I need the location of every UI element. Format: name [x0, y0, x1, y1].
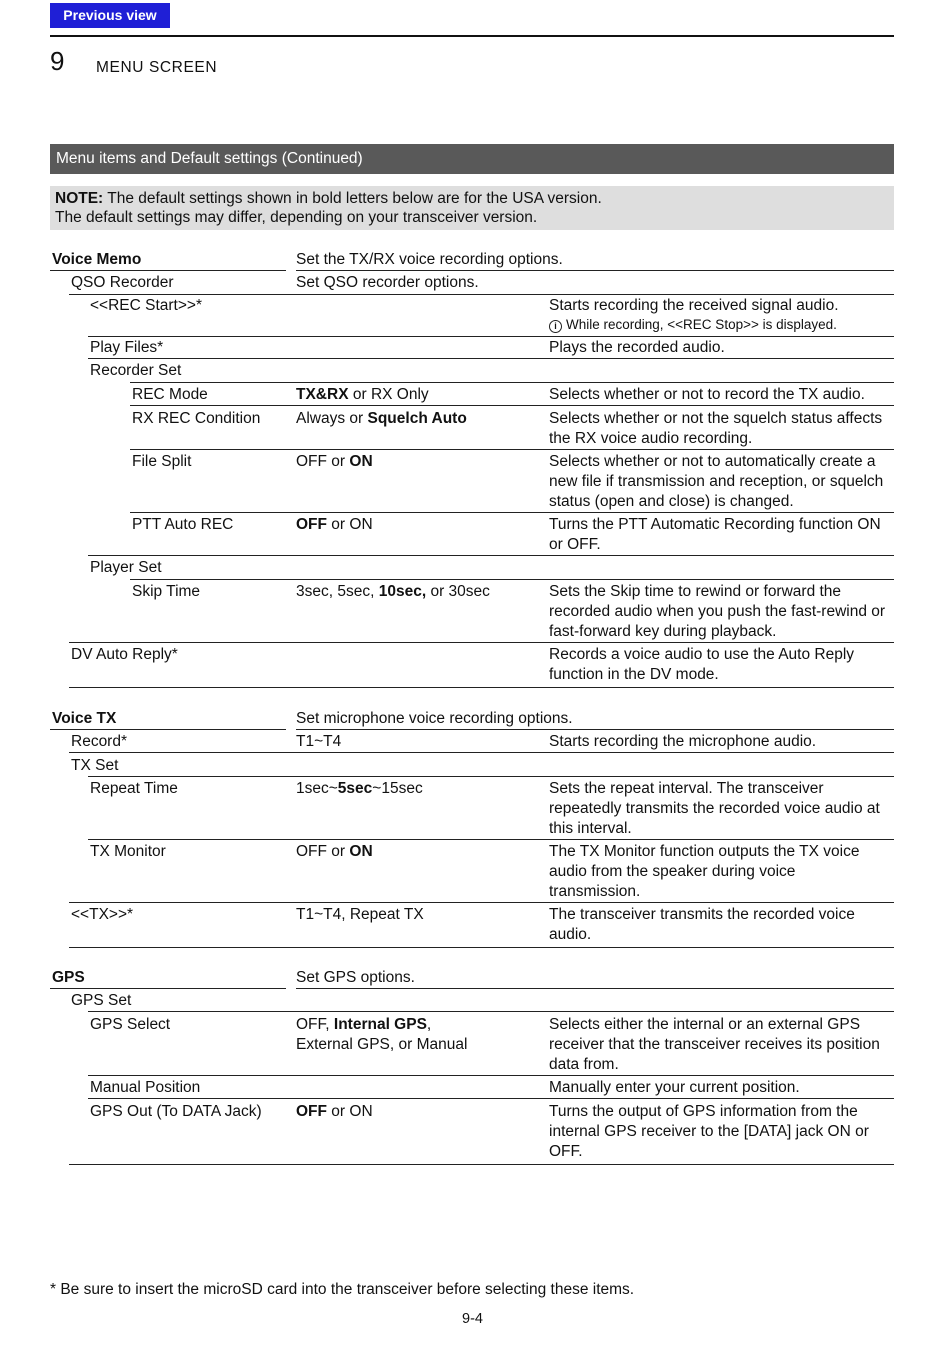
menu-item-tx-monitor: TX Monitor — [90, 843, 166, 860]
item-description: Plays the recorded audio. — [549, 339, 725, 356]
item-description: Manually enter your current position. — [549, 1079, 800, 1096]
item-description: Records a voice audio to use the Auto Reply function in the DV mode. — [549, 646, 855, 683]
option-text: or ON — [327, 1103, 373, 1120]
item-description: Starts recording the microphone audio. — [549, 733, 817, 750]
divider — [88, 1011, 894, 1012]
divider — [130, 512, 894, 513]
divider — [296, 729, 894, 730]
menu-item-gps-set: GPS Set — [71, 992, 132, 1009]
item-description: Selects whether or not to automatically create a new file if transmission and reception, or squelch status (open and close) is changed. — [549, 453, 884, 510]
item-description: Turns the output of GPS information from the internal GPS receiver to the [DATA] jack ON or OFF. — [549, 1103, 869, 1160]
divider — [130, 449, 894, 450]
table-row — [0, 296, 950, 338]
item-options: T1~T4, Repeat TX — [296, 906, 424, 923]
table-row — [0, 361, 950, 385]
option-text: 1sec~ — [296, 780, 338, 797]
menu-item-ptt-auto-rec: PTT Auto REC — [132, 516, 234, 533]
item-options — [296, 779, 423, 799]
default-option: ON — [349, 843, 373, 860]
menu-item-gps-out: GPS Out (To DATA Jack) — [90, 1103, 262, 1120]
divider — [88, 1075, 894, 1076]
divider — [69, 687, 894, 688]
item-options — [296, 1102, 373, 1122]
item-description: Selects whether or not to record the TX audio. — [549, 386, 865, 403]
item-options — [296, 409, 467, 429]
default-option: 5sec — [337, 780, 373, 797]
table-row — [0, 273, 950, 296]
rec-start-desc: Starts recording the received signal audio. — [549, 297, 839, 314]
option-text: or 30sec — [426, 583, 490, 600]
table-row — [0, 756, 950, 779]
divider — [88, 1098, 894, 1099]
menu-item-voice-memo: Voice Memo — [52, 251, 142, 268]
table-row — [0, 1078, 950, 1102]
divider — [69, 752, 894, 753]
table-row — [0, 385, 950, 409]
section-title-bar: Menu items and Default settings (Continued) — [50, 144, 894, 174]
table-row — [0, 1102, 950, 1165]
note-box — [50, 186, 894, 230]
note-line-2: The default settings may differ, depending on your transceiver version. — [55, 209, 538, 226]
chapter-title: MENU SCREEN — [96, 59, 218, 76]
item-description: Set the TX/RX voice recording options. — [296, 251, 563, 268]
divider — [88, 336, 894, 337]
item-description: Set QSO recorder options. — [296, 274, 479, 291]
divider — [88, 776, 894, 777]
menu-item-skip-time: Skip Time — [132, 583, 201, 600]
table-row — [0, 409, 950, 452]
item-description: Set microphone voice recording options. — [296, 710, 573, 727]
table-row — [0, 779, 950, 842]
menu-item-file-split: File Split — [132, 453, 192, 470]
divider — [296, 988, 894, 989]
divider — [130, 579, 894, 580]
table-row — [0, 582, 950, 645]
option-text: or ON — [327, 516, 373, 533]
item-options — [296, 452, 373, 472]
table-row — [0, 968, 950, 991]
table-row — [0, 250, 950, 273]
table-row — [0, 991, 950, 1015]
default-option: OFF — [296, 516, 327, 533]
table-row — [0, 645, 950, 688]
item-description: Sets the Skip time to rewind or forward the recorded audio when you push the fast-rewind or fast-forward key during playback. — [549, 583, 886, 640]
divider — [69, 642, 894, 643]
option-text: ~15sec — [372, 780, 423, 797]
menu-item-player-set: Player Set — [90, 559, 162, 576]
item-description: Selects either the internal or an external GPS receiver that the transceiver receives its position data from. — [549, 1016, 880, 1073]
divider — [88, 555, 894, 556]
menu-item-manual-position: Manual Position — [90, 1079, 201, 1096]
default-option: OFF — [296, 1103, 327, 1120]
info-icon: i — [549, 320, 562, 333]
table-row — [0, 709, 950, 732]
menu-item-dv-auto-reply: DV Auto Reply* — [71, 646, 178, 663]
item-options — [296, 515, 373, 535]
table-row — [0, 842, 950, 905]
menu-item-gps-select: GPS Select — [90, 1016, 171, 1033]
menu-item-record: Record* — [71, 733, 127, 750]
note-label: NOTE: — [55, 190, 104, 207]
option-text: 3sec, 5sec, — [296, 583, 379, 600]
menu-item-rec-start: <<REC Start>>* — [90, 297, 203, 314]
menu-item-recorder-set: Recorder Set — [90, 362, 182, 379]
divider — [296, 270, 894, 271]
menu-item-voice-tx: Voice TX — [52, 710, 117, 727]
table-row — [0, 515, 950, 558]
menu-item-qso-recorder: QSO Recorder — [71, 274, 174, 291]
table-row — [0, 732, 950, 756]
table-row — [0, 338, 950, 361]
item-options — [296, 1015, 467, 1055]
page-number: 9-4 — [462, 1311, 483, 1327]
default-option: Internal GPS — [333, 1016, 427, 1033]
menu-item-gps: GPS — [52, 969, 85, 986]
default-option: TX&RX — [296, 386, 349, 403]
option-text: OFF or — [296, 453, 350, 470]
item-options: T1~T4 — [296, 733, 342, 750]
item-description: Set GPS options. — [296, 969, 415, 986]
item-description: Turns the PTT Automatic Recording function ON or OFF. — [549, 516, 881, 553]
table-row — [0, 558, 950, 582]
divider — [130, 405, 894, 406]
option-text: OFF, — [296, 1016, 334, 1033]
table-row — [0, 1015, 950, 1078]
previous-view-button[interactable]: Previous view — [50, 3, 170, 28]
item-options — [296, 842, 373, 862]
rec-start-note — [549, 316, 889, 334]
divider — [69, 902, 894, 903]
note-line-1: The default settings shown in bold letters below are for the USA version. — [103, 190, 602, 207]
item-description: Selects whether or not the squelch status affects the RX voice audio recording. — [549, 410, 883, 447]
item-description: The transceiver transmits the recorded voice audio. — [549, 906, 855, 943]
footnote: * Be sure to insert the microSD card into the transceiver before selecting these items. — [50, 1281, 635, 1298]
divider — [88, 358, 894, 359]
table-row — [0, 905, 950, 948]
default-option: ON — [349, 453, 373, 470]
divider — [130, 382, 894, 383]
menu-item-repeat-time: Repeat Time — [90, 780, 178, 797]
divider — [50, 270, 286, 271]
default-option: 10sec, — [378, 583, 427, 600]
divider — [50, 988, 286, 989]
item-options — [296, 582, 490, 602]
chapter-number: 9 — [50, 46, 65, 76]
option-text: , — [426, 1016, 432, 1033]
divider — [88, 839, 894, 840]
divider — [69, 294, 894, 295]
option-text: Always or — [296, 410, 368, 427]
header-rule — [50, 35, 894, 37]
item-options — [296, 385, 429, 405]
menu-item-play-files: Play Files* — [90, 339, 164, 356]
menu-item-tx-set: TX Set — [71, 757, 119, 774]
option-text: or RX Only — [348, 386, 429, 403]
divider — [69, 1164, 894, 1165]
item-description: The TX Monitor function outputs the TX voice audio from the speaker during voice transmission. — [549, 843, 860, 900]
item-description: Sets the repeat interval. The transceiver repeatedly transmits the recorded voice audio at this interval. — [549, 780, 880, 837]
option-text: OFF or — [296, 843, 350, 860]
divider — [50, 729, 286, 730]
rec-start-note-text: While recording, <<REC Stop>> is displayed. — [566, 317, 837, 332]
default-option: Squelch Auto — [367, 410, 467, 427]
item-description — [549, 296, 889, 334]
menu-item-rec-mode: REC Mode — [132, 386, 208, 403]
menu-item-tx: <<TX>>* — [71, 906, 134, 923]
table-row — [0, 452, 950, 515]
divider — [69, 947, 894, 948]
option-text: External GPS, or Manual — [296, 1036, 468, 1053]
menu-item-rx-rec-condition: RX REC Condition — [132, 410, 261, 427]
